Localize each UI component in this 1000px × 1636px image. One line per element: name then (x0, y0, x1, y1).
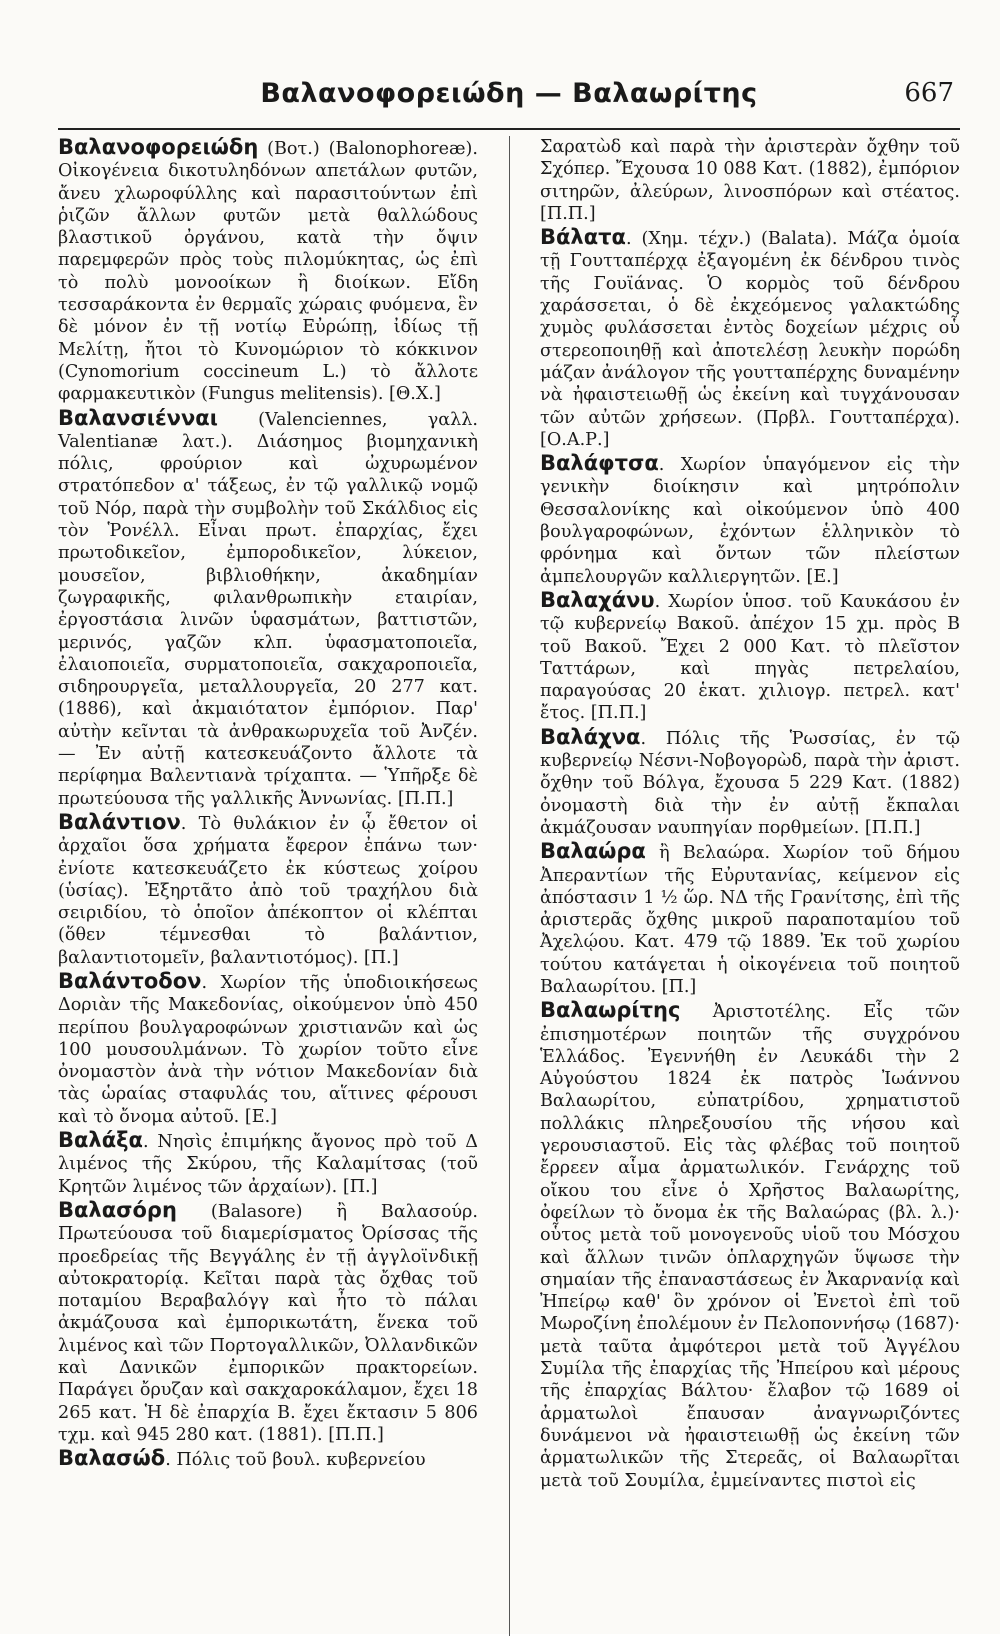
entry-headword: Βαλαχάνυ (540, 587, 655, 612)
entry-text: (Βοτ.) (Balonophoreæ). Οἰκογένεια δικοτυληδόνων απετάλων φυτῶν, ἄνευ χλωροφύλλης καὶ παρασιτούντων ἐπὶ ῥιζῶν ἄλλων φυτῶν μετὰ θαλλώδους βλαστικοῦ ὀργάνου, κατὰ τὴν ὄψιν παρεμφερῶν πρὸς τοὺς πιλομύκητας, ὡς ἐπὶ τὸ πολὺ μονοοίκων ἢ διοίκων. Εἴδη τεσσαράκοντα ἐν θερμαῖς χώραις φυόμενα, ἓν δὲ μόνον ἐν τῇ νοτίῳ Εὐρώπῃ, ἰδίως τῇ Μελίτῃ, ἤτοι τὸ Κυνομώριον τὸ κόκκινον (Cynomorium coccineum L.) τὸ ἄλλοτε φαρμακευτικὸν (Fungus melitensis). [Θ.Χ.] (58, 139, 478, 405)
columns (58, 136, 960, 1622)
entry-text: . Χωρίον ὑπαγόμενον εἰς τὴν γενικὴν διοίκησιν καὶ μητρόπολιν Θεσσαλονίκης καὶ οἰκούμενον ὑπὸ 400 βουλγαροφώνων, ἐχόντων ἑλληνικὸν τὸ φρόνημα καὶ ὄντων τῶν πλείστων ἀμπελουργῶν καλλιεργητῶν. [Ε.] (540, 455, 960, 587)
dictionary-entry (58, 136, 478, 406)
entry-text: . Χωρίον ὑποσ. τοῦ Καυκάσου ἐν τῷ κυβερνείῳ Βακοῦ. ἀπέχον 15 χμ. πρὸς Β τοῦ Βακοῦ. Ἔχει 2 000 Κατ. τὸ πλεῖστον Ταττάρων, καὶ πηγὰς πετρελαίου, παραγούσας 20 ἑκατ. χιλιογρ. πετρελ. κατ' ἔτος. [Π.Π.] (540, 591, 960, 724)
entry-headword: Βαλανσιένναι (58, 405, 218, 430)
dictionary-entry (58, 970, 478, 1128)
dictionary-entry (540, 589, 960, 725)
dictionary-entry (540, 226, 960, 451)
entry-text: . Νησὶς ἐπιμήκης ἄγονος πρὸ τοῦ Δ λιμένος τῆς Σκύρου, τῆς Καλαμίτσας (τοῦ Κρητῶν λιμένος τῶν ἀρχαίων). [Π.] (58, 1132, 478, 1197)
entry-headword: Βαλανοφορειώδη (58, 135, 259, 159)
entry-text: . Τὸ θυλάκιον ἐν ᾧ ἔθετον οἱ ἀρχαῖοι ὅσα χρήματα ἔφερον ἐπάνω των· ἐνίοτε κατεσκευάζετο ἐκ κύστεως χοίρου (ὑσίας). Ἐξηρτᾶτο ἀπὸ τοῦ τραχήλου διὰ σειριδίου, τὸ ὁποῖον ἀπέκοπτον οἱ κλέπται (ὅθεν τέμνεσθαι τὸ βαλάντιον, βαλαντιοτομεῖν, βαλαντιοτόμος). [Π.] (58, 813, 478, 968)
header-title: Βαλανοφορειώδη — Βαλαωρίτης (260, 78, 758, 109)
entry-headword: Βαλάχνα (540, 724, 641, 749)
entry-headword: Βαλάξα (58, 1128, 143, 1153)
left-column (58, 136, 478, 1622)
dictionary-entry (540, 136, 960, 225)
entry-headword: Βαλαώρα (540, 839, 646, 864)
dictionary-entry (58, 407, 478, 810)
entry-text: . (Χημ. τέχν.) (Balata). Μάζα ὁμοία τῇ Γουτταπέρχᾳ ἐξαγομένη ἐκ δένδρου τινὸς τῆς Γουϊάνας. Ὁ κορμὸς τοῦ δένδρου χαράσσεται, ὁ δὲ ἐκχεόμενος γαλακτώδης χυμὸς φυλάσσεται ἐντὸς δοχείων μέχρις οὗ στερεοποιηθῇ καὶ ἀποτελέσῃ λευκὴν πορώδη μάζαν ἀνάλογον τῆς γουτταπέρχης δυναμένην νὰ ἠφαιστειωθῇ ὡς ἐκείνη καὶ τυγχάνουσαν τῶν αὐτῶν χρήσεων. (Πρβλ. Γουτταπέρχα). [Ο.Α.Ρ.] (540, 229, 960, 450)
entry-text: Ἀριστοτέλης. Εἷς τῶν ἐπισημοτέρων ποιητῶν τῆς συγχρόνου Ἑλλάδος. Ἐγεννήθη ἐν Λευκάδι τὴν 2 Αὐγούστου 1824 ἐκ πατρὸς Ἰωάννου Βαλαωρίτου, εὐπατρίδου, χρηματιστοῦ πολλάκις πληρεξουσίου τῆς νήσου καὶ γερουσιαστοῦ. Εἰς τὰς φλέβας τοῦ ποιητοῦ ἔρρεεν αἷμα ἀρματωλικόν. Γενάρχης τοῦ οἴκου του εἶνε ὁ Χρῆστος Βαλαωρίτης, ὀφείλων τὸ ὄνομα ἐκ τῆς Βαλαώρας (βλ. λ.)· οὗτος μετὰ τοῦ μονογενοῦς υἱοῦ του Μόσχου καὶ ἄλλων τινῶν ὁπλαρχηγῶν ὕψωσε τὴν σημαίαν τῆς ἐπαναστάσεως ἐν Ἀκαρνανίᾳ καὶ Ἠπείρῳ καθ' ὃν χρόνον οἱ Ἐνετοὶ ἐπὶ τοῦ Μωροζίνη ἐπολέμουν ἐν Πελοποννήσῳ (1687)· μετὰ ταῦτα ἀμφότεροι μετὰ τοῦ Ἀγγέλου Συμίλα τῆς ἐπαρχίας τῆς Ἠπείρου καὶ μέρους τῆς ἐπαρχίας Βάλτου· ἔλαβον τῷ 1689 οἱ ἀρματωλοὶ ἔπαυσαν ἀναγνωριζόντες δυνάμενοι νὰ ἠφαιστειωθῇ ὡς ἐκείνη τῶν ἁρματωλικῶν τῆς Στερεᾶς, οἱ Βαλαωρῖται μετὰ τοῦ Σουμίλα, ἐμμείναντες πιστοὶ εἰς (540, 1002, 960, 1491)
entry-headword: Βαλάντιον (58, 809, 181, 834)
dictionary-entry (540, 726, 960, 839)
entry-text: . Πόλις τοῦ βουλ. κυβερνείου (165, 1450, 426, 1471)
dictionary-entry (58, 1129, 478, 1198)
page-number: 667 (904, 78, 954, 108)
entry-text: . Πόλις τῆς Ῥωσσίας, ἐν τῷ κυβερνείῳ Νέσνι-Νοβογορὼδ, παρὰ τὴν ἀριστ. ὄχθην τοῦ Βόλγα, ἔχουσα 5 229 Κατ. (1882) ὀνομαστὴ διὰ τὴν ἐν αὐτῇ ἔκπαλαι ἀκμάζουσαν ναυπηγίαν πορθμείων. [Π.Π.] (540, 728, 960, 838)
dictionary-entry (58, 1199, 478, 1446)
entry-headword: Βαλασόρη (58, 1197, 177, 1222)
column-divider (509, 136, 510, 1636)
entry-headword: Βαλάφτσα (540, 451, 659, 476)
dictionary-entry (540, 452, 960, 588)
entry-text: ἢ Βελαώρα. Χωρίον τοῦ δήμου Ἀπεραντίων τῆς Εὐρυτανίας, κείμενον εἰς ἀπόστασιν 1 ½ ὥρ. ΝΔ τῆς Γρανίτσης, ἐπὶ τῆς ἀριστερᾶς ὄχθης μικροῦ παραποταμίου τοῦ Ἀχελῴου. Κατ. 479 τῷ 1889. Ἐκ τοῦ χωρίου τούτου κατάγεται ἡ οἰκογένεια τοῦ ποιητοῦ Βαλαωρίτου. [Π.] (540, 843, 960, 997)
header-rule (58, 128, 960, 130)
dictionary-entry (58, 811, 478, 969)
entry-text: (Balasore) ἢ Βαλασούρ. Πρωτεύουσα τοῦ διαμερίσματος Ὀρίσσας τῆς προεδρείας τῆς Βεγγάλης ἐν τῇ ἀγγλοϊνδικῇ αὐτοκρατορίᾳ. Κεῖται παρὰ τὰς ὄχθας τοῦ ποταμίου Βεραβαλόγγ καὶ ἦτο τὸ πάλαι ἀκμάζουσα καὶ ἐμπορικωτάτη, ἕνεκα τοῦ λιμένος καὶ τῶν Πορτογαλλικῶν, Ὀλλανδικῶν καὶ Δανικῶν ἐμπορικῶν πρακτορείων. Παράγει ὄρυζαν καὶ σακχαροκάλαμον, ἔχει 18 265 κατ. Ἡ δὲ ἐπαρχία Β. ἔχει ἔκτασιν 5 806 τχμ. καὶ 945 280 κατ. (1881). [Π.Π.] (58, 1201, 478, 1445)
right-column (540, 136, 960, 1622)
entry-headword: Βαλασώδ (58, 1446, 166, 1471)
dictionary-entry (58, 1447, 478, 1471)
entry-text: (Valenciennes, γαλλ. Valentianæ λατ.). Διάσημος βιομηχανικὴ πόλις, φρούριον καὶ ὠχυρωμένον στρατόπεδον α' τάξεως, ἐν τῷ γαλλικῷ νομῷ τοῦ Νόρ, παρὰ τὴν συμβολὴν τοῦ Σκάλδιος εἰς τὸν Ῥονέλλ. Εἶναι πρωτ. ἐπαρχίας, ἔχει πρωτοδικεῖον, ἐμποροδικεῖον, λύκειον, μουσεῖον, βιβλιοθήκην, ἀκαδημίαν ζωγραφικῆς, φιλανθρωπικὴν εταιρίαν, ἐργοστάσια λινῶν ὑφασμάτων, βαττιστῶν, μερινός, γαζῶν κλπ. ὑφασματοποιεῖα, ἐλαιοποιεῖα, συρματοποιεῖα, σακχαροποιεῖα, σιδηρουργεῖα, μεταλλουργεῖα, 20 277 κατ. (1886), καὶ ἀκμαιότατον ἐμπόριον. Παρ' αὐτὴν κεῖνται τὰ ἀνθρακωρυχεῖα τοῦ Ἀνζέν. — Ἐν αὐτῇ κατεσκευάζοντο ἄλλοτε τὰ περίφημα Βαλεντιανὰ τρίχαπτα. — Ὑπῆρξε δὲ πρωτεύουσα τῆς γαλλικῆς Ἀννωνίας. [Π.Π.] (58, 409, 478, 809)
entry-headword: Βαλάντοδον (58, 968, 202, 993)
entry-text: Σαρατὼδ καὶ παρὰ τὴν ἀριστερὰν ὄχθην τοῦ Σχόπερ. Ἔχουσα 10 088 Κατ. (1882), ἐμπόριον σιτηρῶν, ἀλεύρων, λινοσπόρων καὶ στέατος. [Π.Π.] (540, 137, 960, 224)
entry-headword: Βαλαωρίτης (540, 998, 681, 1023)
dictionary-entry (540, 999, 960, 1492)
dictionary-entry (540, 840, 960, 998)
entry-text: . Χωρίον τῆς ὑποδιοικήσεως Δοριὰν τῆς Μακεδονίας, οἰκούμενον ὑπὸ 450 περίπου βουλγαροφώνων χριστιανῶν καὶ ὡς 100 μουσουλμάνων. Τὸ χωρίον τοῦτο εἶνε ὀνομαστὸν ἀνὰ τὴν νότιον Μακεδονίαν διὰ τὰς ὡραίας σταφυλάς του, αἵτινες φέρουσι καὶ τὸ ὄνομα αὐτοῦ. [Ε.] (58, 972, 478, 1127)
entry-headword: Βάλατα (540, 225, 626, 250)
running-header (58, 78, 960, 114)
